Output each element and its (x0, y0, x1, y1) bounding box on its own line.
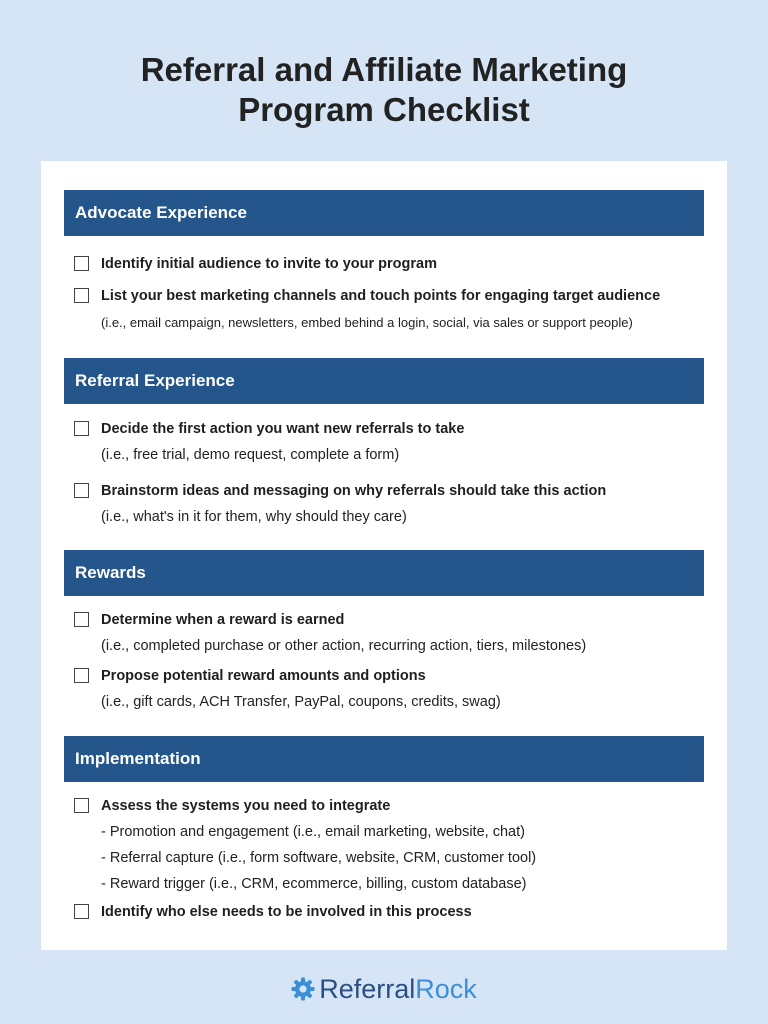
checklist-card (41, 161, 727, 950)
checklist-item[interactable] (74, 797, 704, 815)
checkbox[interactable] (74, 256, 89, 271)
section-header-implementation: Implementation (64, 736, 704, 782)
checklist-item[interactable] (74, 255, 704, 273)
checklist-item[interactable] (74, 611, 704, 629)
checklist-item-label: Determine when a reward is earned (101, 612, 345, 628)
page-title-line2: Program Checklist (238, 91, 530, 128)
checkbox[interactable] (74, 288, 89, 303)
checklist-item-note: (i.e., what's in it for them, why should they care) (101, 509, 407, 525)
checklist-item-label: Identify initial audience to invite to your program (101, 256, 437, 272)
checklist-item-label: Assess the systems you need to integrate (101, 798, 391, 814)
section-header-rewards: Rewards (64, 550, 704, 596)
checkbox[interactable] (74, 904, 89, 919)
checkbox[interactable] (74, 612, 89, 627)
checklist-item[interactable] (74, 667, 704, 685)
checklist-item-label: Propose potential reward amounts and options (101, 668, 426, 684)
checklist-item[interactable] (74, 420, 704, 438)
checklist-item-label: Identify who else needs to be involved in this process (101, 904, 472, 920)
checklist-item-label: Brainstorm ideas and messaging on why referrals should take this action (101, 483, 607, 499)
checklist-item-note: - Promotion and engagement (i.e., email marketing, website, chat) (101, 824, 525, 840)
checklist-item-note: - Referral capture (i.e., form software, website, CRM, customer tool) (101, 850, 537, 866)
checkbox[interactable] (74, 483, 89, 498)
logo-text-referral: Referral (319, 974, 416, 1004)
checklist-item[interactable] (74, 903, 704, 921)
checklist-item[interactable] (74, 287, 704, 305)
checklist-item-note: (i.e., email campaign, newsletters, embed behind a login, social, via sales or support people) (101, 315, 633, 330)
checklist-item-note: (i.e., gift cards, ACH Transfer, PayPal, coupons, credits, swag) (101, 694, 501, 710)
section-header-referral-experience: Referral Experience (64, 358, 704, 404)
checklist-item-label: Decide the first action you want new referrals to take (101, 421, 465, 437)
checklist-item-note: (i.e., free trial, demo request, complete a form) (101, 447, 400, 463)
page-title-line1: Referral and Affiliate Marketing (140, 51, 628, 88)
checkbox[interactable] (74, 421, 89, 436)
logo-text-rock: Rock (415, 974, 477, 1004)
checklist-item-label: List your best marketing channels and touch points for engaging target audience (101, 288, 661, 304)
checkbox[interactable] (74, 668, 89, 683)
gear-icon (291, 977, 315, 1001)
checklist-item-note: (i.e., completed purchase or other action, recurring action, tiers, milestones) (101, 638, 587, 654)
referralrock-logo (0, 972, 768, 1006)
section-header-advocate-experience: Advocate Experience (64, 190, 704, 236)
page-title (0, 50, 768, 130)
checklist-item-note: - Reward trigger (i.e., CRM, ecommerce, billing, custom database) (101, 876, 527, 892)
checkbox[interactable] (74, 798, 89, 813)
checklist-item[interactable] (74, 482, 704, 500)
